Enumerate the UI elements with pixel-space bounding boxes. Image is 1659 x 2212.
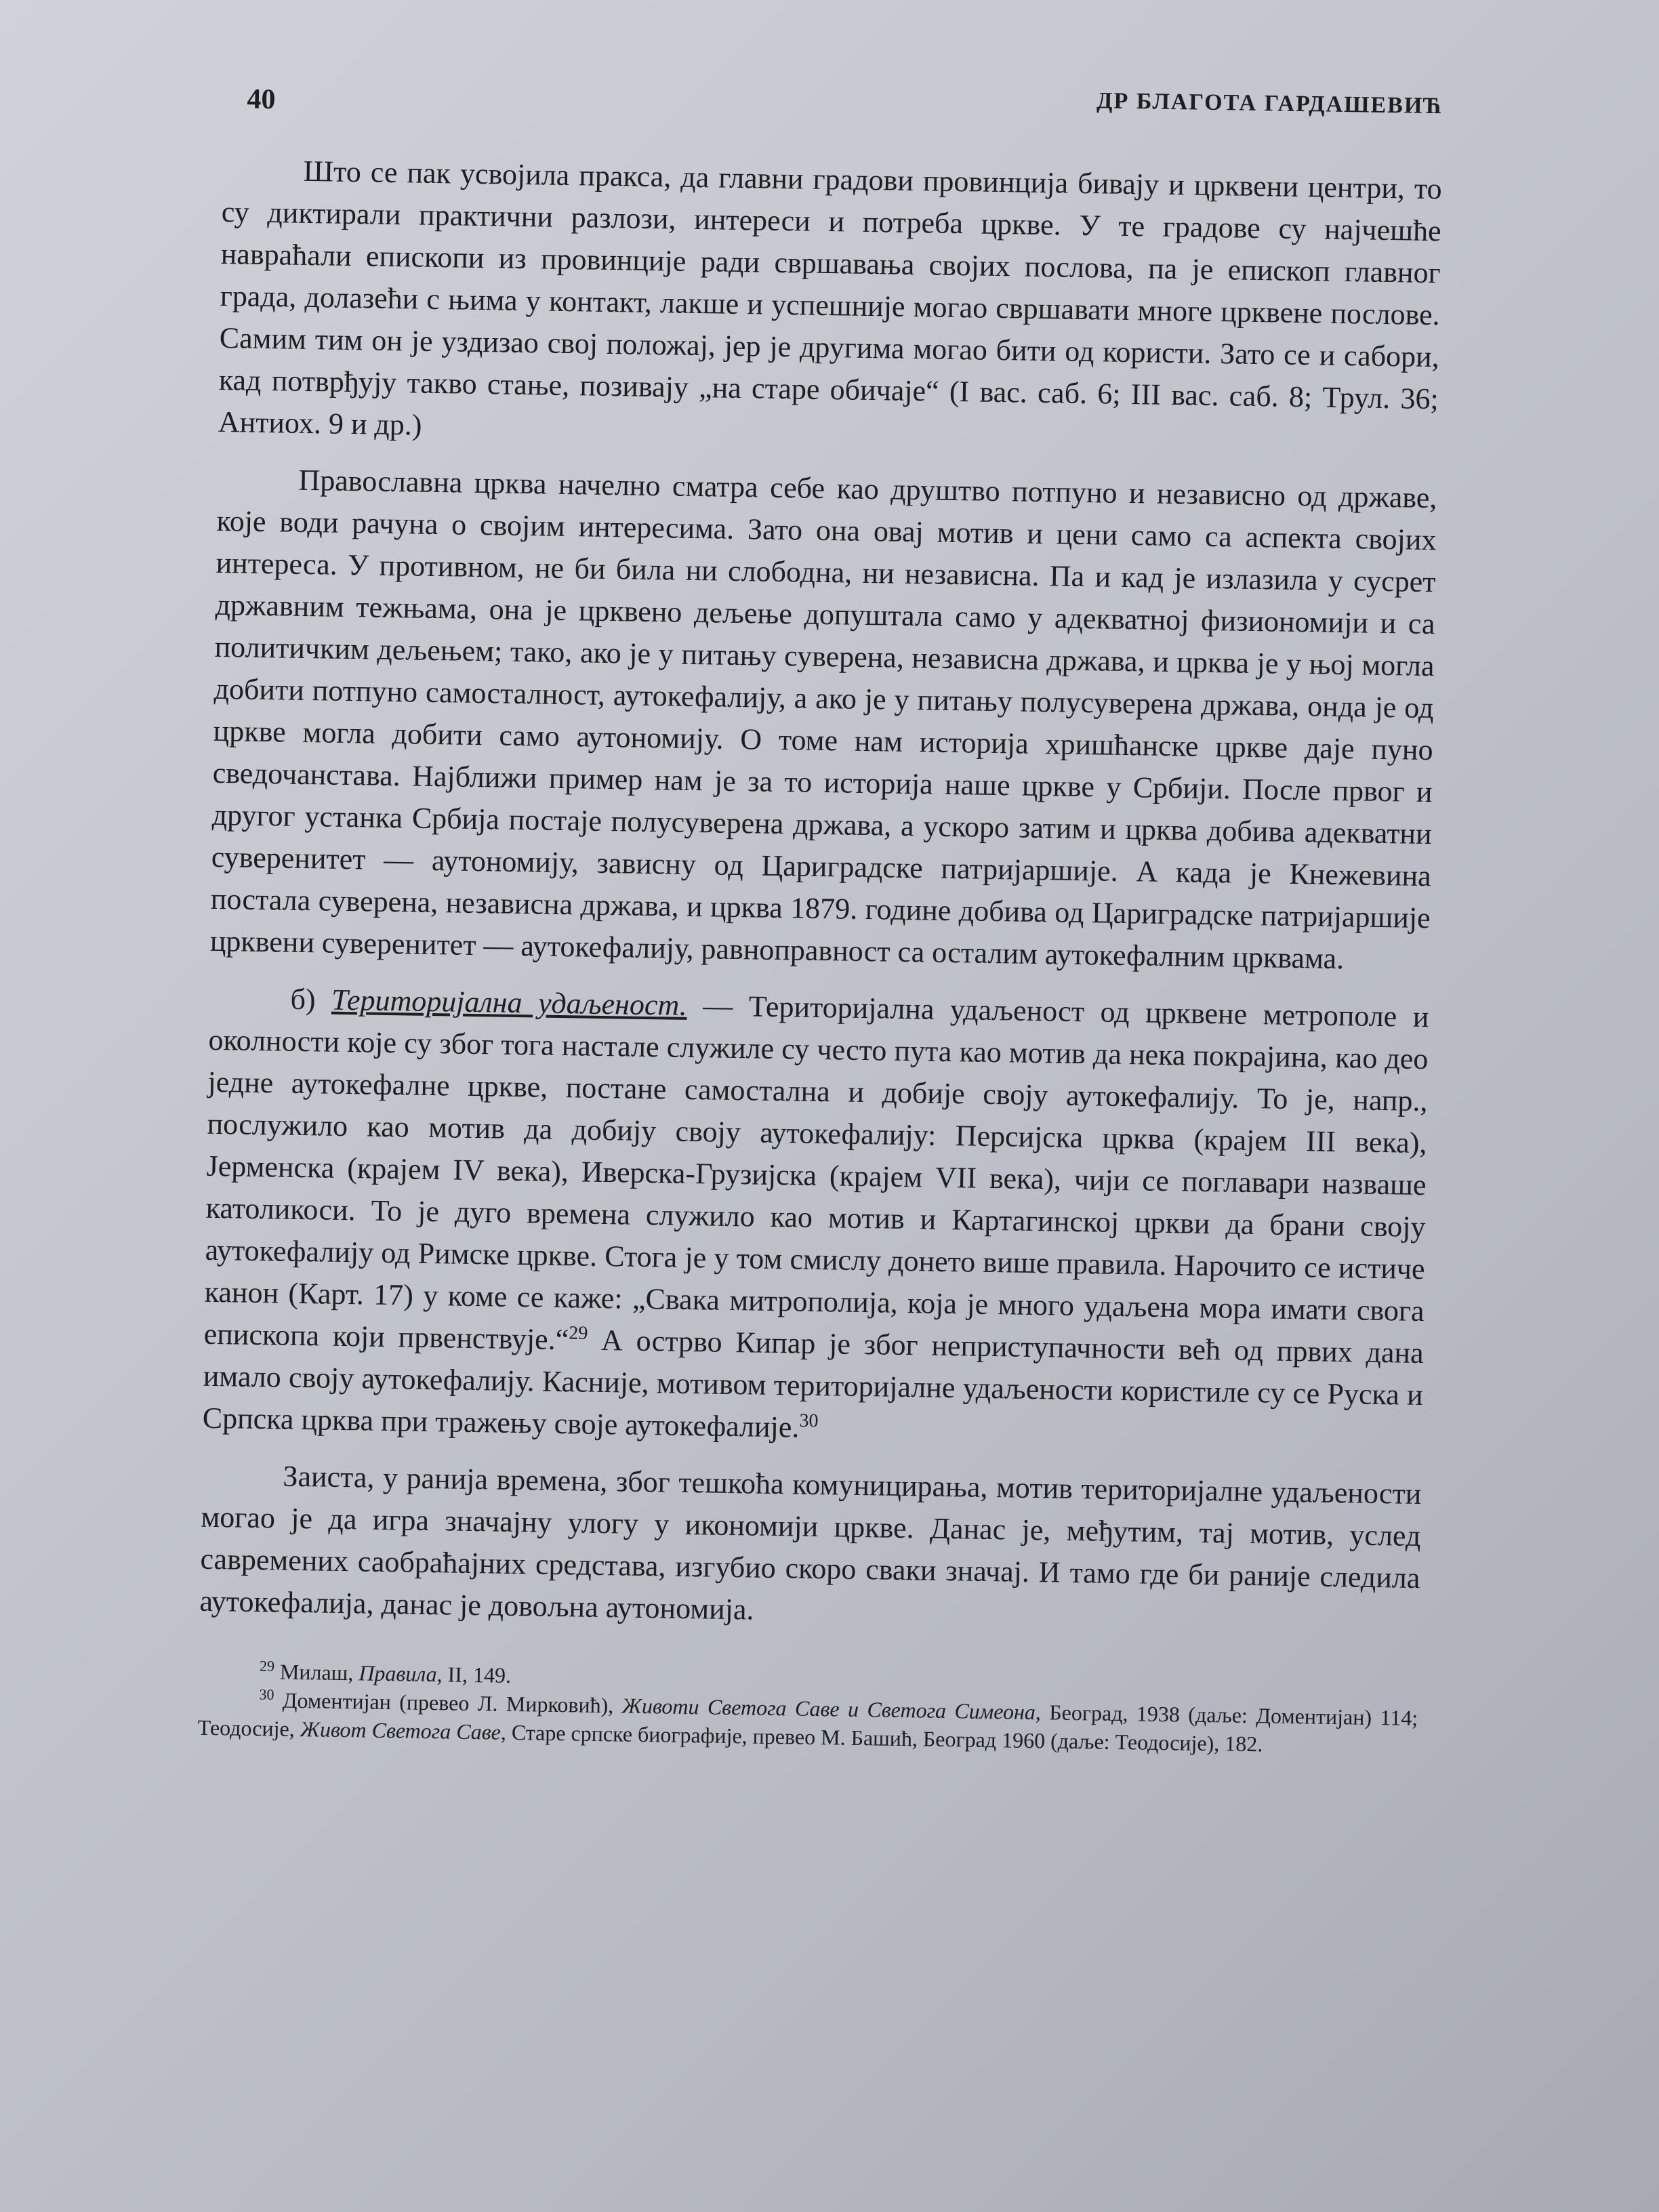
page-header [223,75,1443,148]
footnotes [197,1656,1418,1761]
page-number: 40 [247,83,276,116]
paragraph-3-text-b: А острво Кипар је због неприступачности већ од првих дана имало своју аутокефалију. Касније, мотивом територијалне удаљености користиле су се Руска и Српска црква при тражењу своје аутокефалије. [202,1323,1424,1444]
footnote-title: Правила [359,1660,437,1687]
page-content [197,75,1443,1761]
footnote-ref-29: 29 [569,1322,588,1345]
footnote-ref-30: 30 [799,1410,819,1432]
footnote-text: , Београд, 1938 (даље: Доментијан) 114; Теодосије, [197,1700,1418,1742]
paragraph-2: Православна црква начелно сматра себе као друштво потпуно и независно од државе, које води рачуна о својим интересима. Зато она овај мотив и цени само са аспекта својих интереса. У противном, не би била ни слободна, ни независна. Па и кад је излазила у сусрет државним тежњама, она је црквено дељење допуштала само у адекватној физиономији и са политичким дељењем; тако, ако је у питању суверена, независна држава, и црква је у њој могла добити потпуно самосталност, аутокефалију, а ако је у питању полусуверена држава, онда је од цркве могла добити само аутономију. О томе нам историја хришћанске цркве даје пуно сведочанстава. Најближи пример нам је за то историја наше цркве у Србији. После првог и другог устанка Србија постаје полусуверена држава, а ускоро затим и црква добива адекватни суверенитет — аутономију, зависну од Цариградске патријаршије. А када је Кнежевина постала суверена, независна држава, и црква 1879. године добива од Цариградске патријаршије црквени суверенитет — аутокефалију, равноправност са осталим аутокефалним црквама. [209,463,1437,976]
paragraph-3 [202,977,1429,1458]
running-head: ДР БЛАГОТА ГАРДАШЕВИЋ [1096,88,1443,119]
footnote-text: , II, 149. [436,1662,512,1687]
paragraph-3-text-a: — Територијална удаљеност од црквене метрополе и околности које су због тога настале служиле су често пута као мотив да нека покрајина, као део једне аутокефалне цркве, постане самостална и добије своју аутокефалију. То је, напр., послужило као мотив да добију своју аутокефалију: Персијска црква (крајем III века), Јерменска (крајем IV века), Иверска-Грузијска (крајем VII века), чији се поглавари назваше католикоси. То је дуго времена служило као мотив и Картагинској цркви да брани своју аутокефалију од Римске цркве. Стога је у том смислу донето више правила. Нарочито се истиче канон (Карт. 17) у коме се каже: „Свака митрополија, која је много удаљена мора имати свога епископа који првенствује.“ [203,988,1429,1357]
footnote-title: Живот Светога Саве [300,1717,501,1744]
footnote-text: Милаш, [279,1659,359,1685]
paragraph-4: Заиста, у ранија времена, због тешкоћа комуницирања, мотив територијалне удаљености могао је да игра значајну улогу у икономији цркве. Данас је, међутим, тај мотив, услед савремених саобраћајних средстава, изгубио скоро сваки значај. И тамо где би раније следила аутокефалија, данас је довољна аутономија. [199,1459,1422,1626]
section-title: Територијална удаљеност. [331,983,688,1022]
footnote-number: 29 [259,1657,275,1675]
footnote-number: 30 [259,1685,274,1703]
footnote-title: Животи Светога Саве и Светога Симеона [621,1693,1036,1725]
paragraph-1: Што се пак усвојила пракса, да главни градови провинција бивају и црквени центри, то су диктирали практични разлози, интереси и потреба цркве. У те градове су најчешће навраћали епископи из провинције ради свршавања својих послова, па је епископ главног града, долазећи с њима у контакт, лакше и успешније могао свршавати многе црквене послове. Самим тим он је уздизао свој положај, јер је другима могао бити од користи. Зато се и сабори, кад потврђују такво стање, позивају „на старе обичаје“ (I вас. саб. 6; III вас. саб. 8; Трул. 36; Антиох. 9 и др.) [218,154,1442,442]
section-prefix: б) [290,982,332,1017]
footnote-text: Доментијан (превео Л. Мирковић), [282,1687,622,1718]
footnote-text: , Старе српске биографије, превео М. Башић, Београд 1960 (даље: Теодосије), 182. [500,1719,1263,1757]
